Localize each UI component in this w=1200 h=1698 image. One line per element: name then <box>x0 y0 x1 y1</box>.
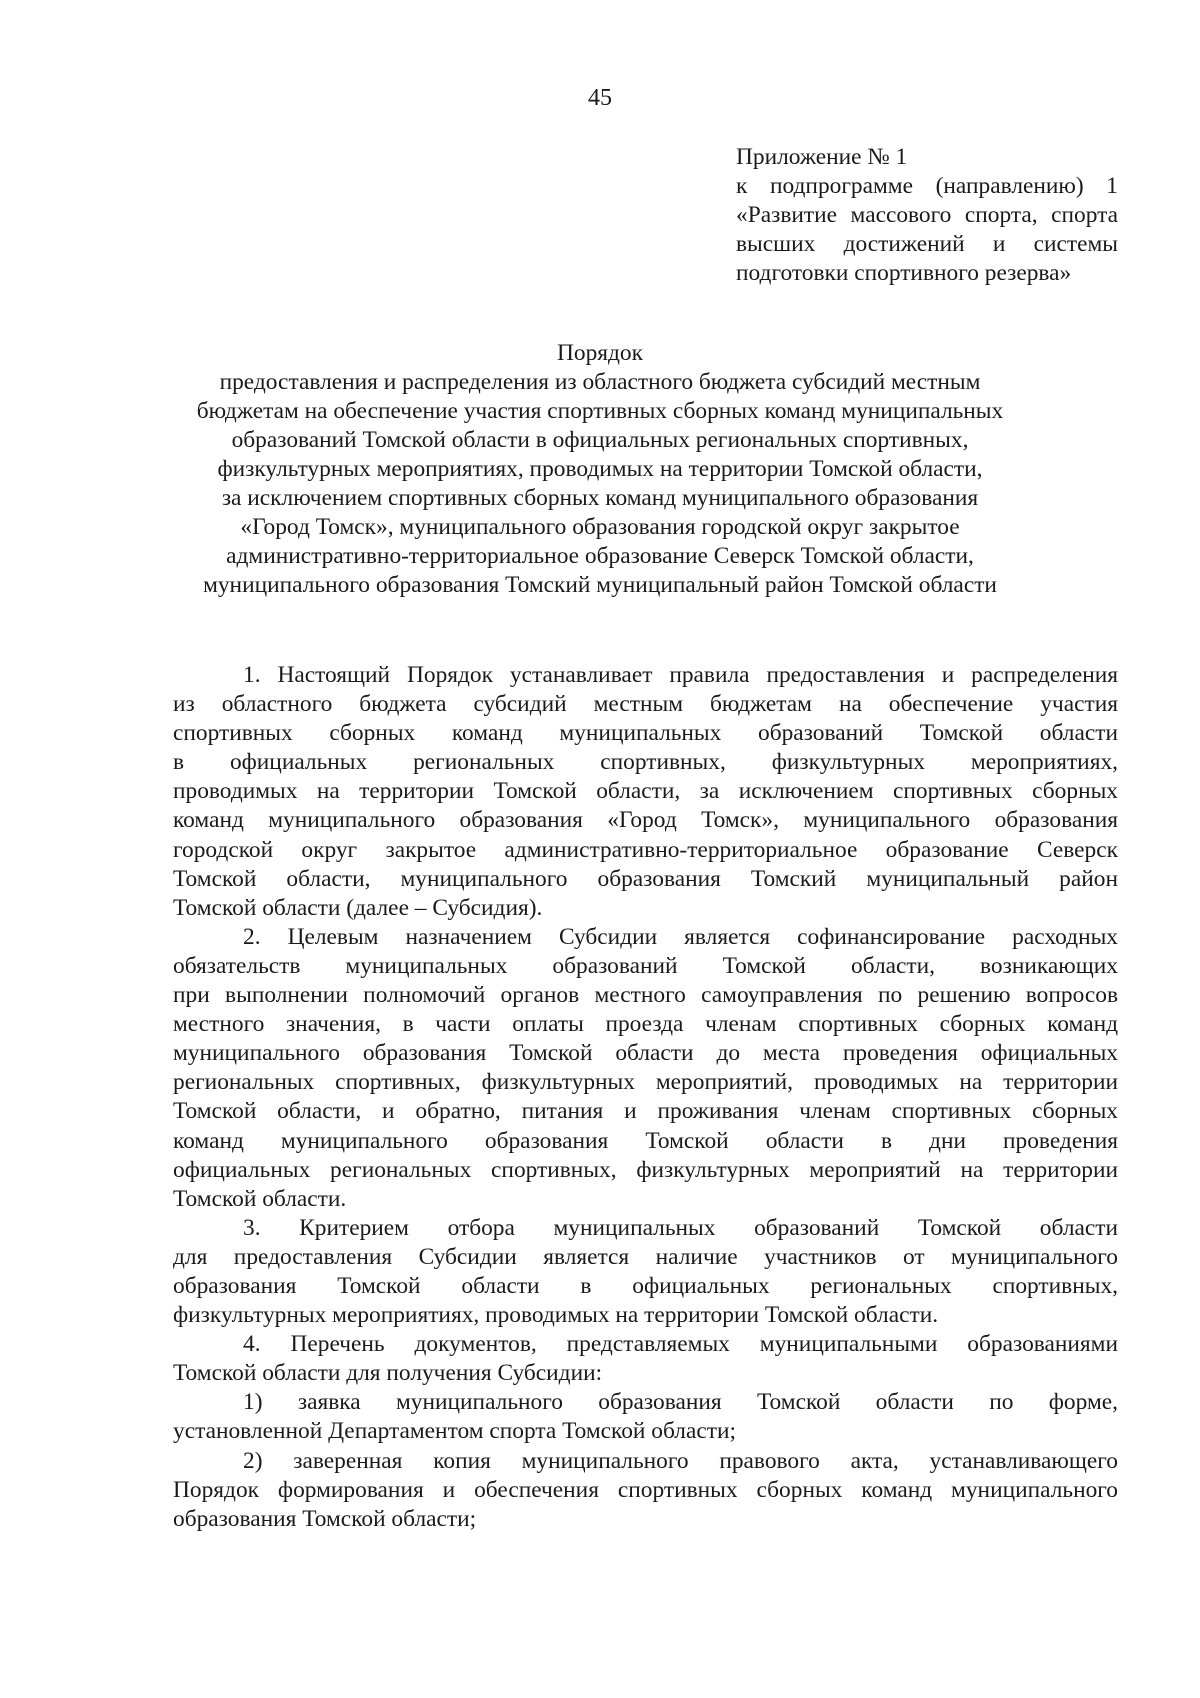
paragraph-line: Томской области, и обратно, питания и проживания членам спортивных сборных <box>173 1098 1118 1125</box>
paragraph-line: Порядок формирования и обеспечения спортивных сборных команд муниципального <box>173 1476 1118 1503</box>
paragraph-line: обязательств муниципальных образований Томской области, возникающих <box>173 952 1118 979</box>
paragraph-line: образования Томской области; <box>173 1505 477 1532</box>
document-body <box>173 661 1118 1534</box>
paragraph-line: проводимых на территории Томской области, за исключением спортивных сборных <box>173 778 1118 805</box>
paragraph-line: региональных спортивных, физкультурных мероприятий, проводимых на территории <box>173 1069 1118 1096</box>
paragraph-line: официальных региональных спортивных, физкультурных мероприятий на территории <box>173 1156 1118 1183</box>
paragraph-line: Томской области (далее – Субсидия). <box>173 894 543 921</box>
paragraph-line: городской округ закрытое административно-территориальное образование Северск <box>173 836 1118 863</box>
paragraph-line: Томской области, муниципального образования Томский муниципальный район <box>173 865 1118 892</box>
paragraph-line: при выполнении полномочий органов местного самоуправления по решению вопросов <box>173 982 1118 1009</box>
appendix-line: высших достижений и системы <box>736 231 1118 257</box>
paragraph-line: Томской области для получения Субсидии: <box>173 1360 603 1387</box>
appendix-line: к подпрограмме (направлению) 1 <box>736 173 1118 199</box>
paragraph-line: 2. Целевым назначением Субсидии является софинансирование расходных <box>243 923 1118 950</box>
appendix-line: «Развитие массового спорта, спорта <box>736 202 1118 228</box>
title-line: муниципального образования Томский муниципальный район Томской области <box>203 572 997 598</box>
appendix-header <box>736 143 1118 288</box>
title-line: за исключением спортивных сборных команд муниципального образования <box>221 485 979 511</box>
paragraph-line: физкультурных мероприятиях, проводимых на территории Томской области. <box>173 1302 939 1329</box>
page-number: 45 <box>588 85 612 111</box>
title-line: административно-территориальное образование Северск Томской области, <box>226 543 974 569</box>
appendix-line: подготовки спортивного резерва» <box>736 260 1072 286</box>
paragraph-line: для предоставления Субсидии является наличие участников от муниципального <box>173 1243 1118 1270</box>
paragraph-line: команд муниципального образования Томской области в дни проведения <box>173 1127 1118 1154</box>
title-line: «Город Томск», муниципального образования городской округ закрытое <box>240 514 960 540</box>
title-line: образований Томской области в официальных региональных спортивных, <box>231 427 969 453</box>
title-line: предоставления и распределения из областного бюджета субсидий местным <box>219 369 981 395</box>
paragraph-line: образования Томской области в официальных региональных спортивных, <box>173 1272 1118 1299</box>
paragraph-line: из областного бюджета субсидий местным бюджетам на обеспечение участия <box>173 691 1118 718</box>
paragraph-line: в официальных региональных спортивных, физкультурных мероприятиях, <box>173 749 1118 776</box>
paragraph-line: 1. Настоящий Порядок устанавливает правила предоставления и распределения <box>243 662 1118 688</box>
title-line: бюджетам на обеспечение участия спортивных сборных команд муниципальных <box>196 398 1004 424</box>
document-title <box>140 339 1060 600</box>
title-heading: Порядок <box>556 340 643 366</box>
paragraph-line: 3. Критерием отбора муниципальных образований Томской области <box>243 1214 1118 1241</box>
paragraph-line: спортивных сборных команд муниципальных образований Томской области <box>173 720 1118 747</box>
paragraph-line: муниципального образования Томской области до места проведения официальных <box>173 1040 1118 1067</box>
title-line: физкультурных мероприятиях, проводимых на территории Томской области, <box>217 456 983 482</box>
paragraph-line: команд муниципального образования «Город Томск», муниципального образования <box>173 807 1118 834</box>
paragraph-line: Томской области. <box>173 1185 347 1212</box>
appendix-line: Приложение № 1 <box>736 144 908 170</box>
paragraph-line: 2) заверенная копия муниципального правового акта, устанавливающего <box>243 1447 1118 1474</box>
paragraph-line: установленной Департаментом спорта Томской области; <box>173 1418 736 1445</box>
paragraph-line: 1) заявка муниципального образования Томской области по форме, <box>243 1389 1118 1416</box>
paragraph-line: местного значения, в части оплаты проезда членам спортивных сборных команд <box>173 1011 1118 1038</box>
paragraph-line: 4. Перечень документов, представляемых муниципальными образованиями <box>243 1331 1118 1358</box>
